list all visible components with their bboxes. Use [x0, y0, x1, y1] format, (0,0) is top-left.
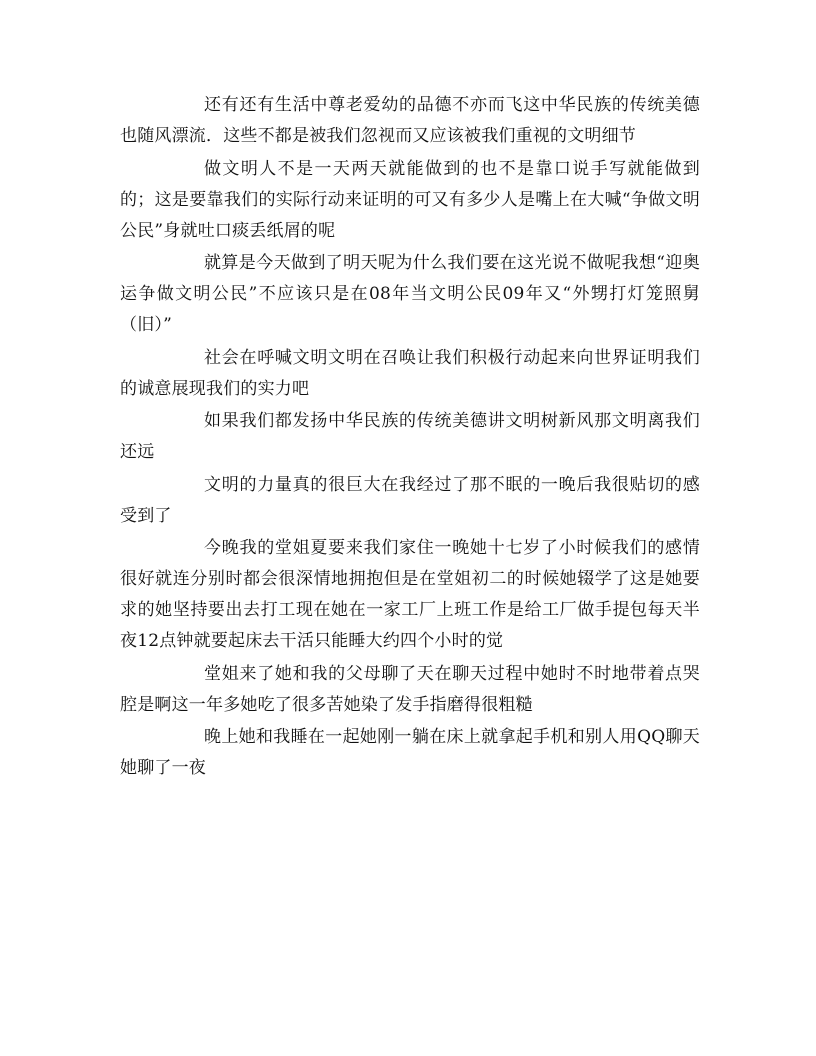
paragraph-civilized-person: 做文明人不是一天两天就能做到的也不是靠口说手写就能做到的；这是要靠我们的实际行动来证明的可又有多少人是嘴上在大喊“争做文明公民”身就吐口痰丢纸屑的呢 — [120, 158, 700, 241]
paragraph-power-of-civility: 文明的力量真的很巨大在我经过了那不眠的一晚后我很贴切的感受到了 — [120, 474, 700, 526]
paragraph-society-calling: 社会在呼喊文明文明在召唤让我们积极行动起来向世界证明我们的诚意展现我们的实力吧 — [120, 347, 700, 399]
paragraph-night-qq: 晚上她和我睡在一起她刚一躺在床上就拿起手机和别人用QQ聊天她聊了一夜 — [120, 727, 700, 778]
document-page — [120, 90, 700, 786]
paragraph-cousin-visit: 今晚我的堂姐夏要来我们家住一晚她十七岁了小时候我们的感情很好就连分别时都会很深情地拥抱但是在堂姐初二的时候她辍学了这是她要求的她坚持要出去打工现在她在一家工厂上班工作是给工厂做手提包每天半夜12点钟就要起床去干活只能睡大约四个小时的觉 — [120, 538, 700, 651]
paragraph-olympics: 就算是今天做到了明天呢为什么我们要在这光说不做呢我想“迎奥运争做文明公民”不应该只是在08年当文明公民09年又“外甥打灯笼照舅（旧）” — [120, 253, 700, 335]
paragraph-respect-elders: 还有还有生活中尊老爱幼的品德不亦而飞这中华民族的传统美德也随风漂流．这些不都是被我们忽视而又应该被我们重视的文明细节 — [120, 95, 700, 146]
paragraph-cousin-chat: 堂姐来了她和我的父母聊了天在聊天过程中她时不时地带着点哭腔是啊这一年多她吃了很多苦她染了发手指磨得很粗糙 — [120, 663, 700, 715]
paragraph-traditional-virtues: 如果我们都发扬中华民族的传统美德讲文明树新风那文明离我们还远 — [120, 411, 700, 462]
